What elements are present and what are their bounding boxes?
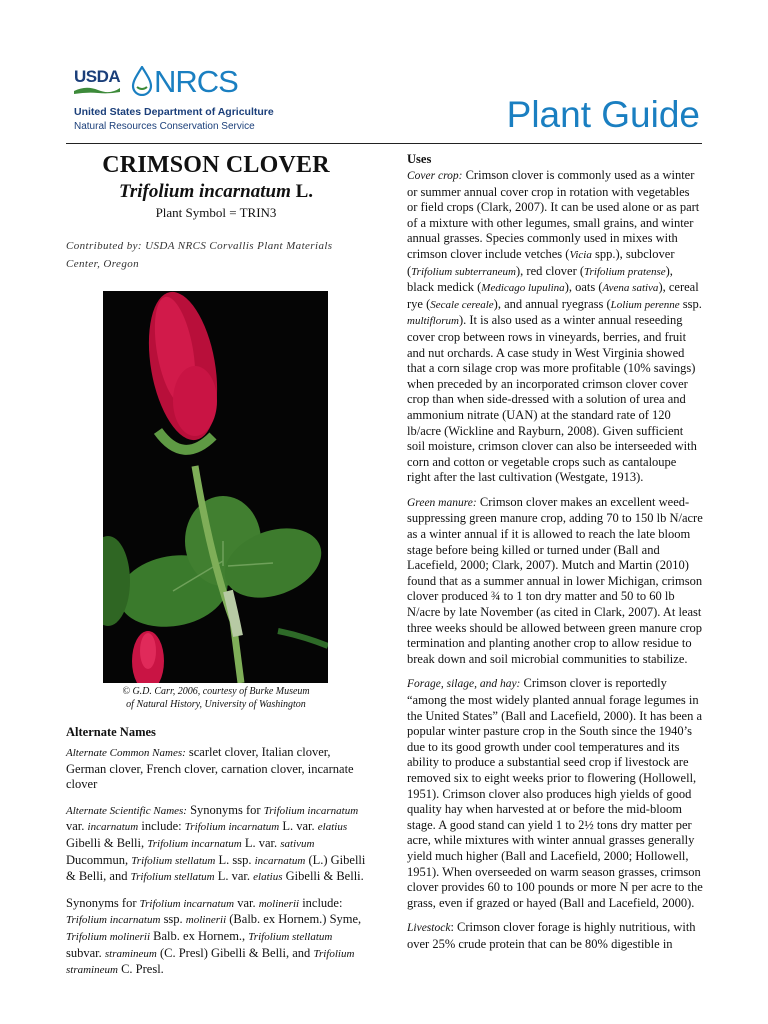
cover-crop-label: Cover crop: — [407, 170, 463, 182]
page-header — [0, 0, 768, 146]
asn-text: (L.) Gibelli & Belli, and — [66, 852, 366, 884]
syn-text: ssp. — [160, 912, 186, 927]
species-name: multiflorum — [407, 315, 459, 328]
livestock-label: Livestock — [407, 922, 451, 935]
species-name: incarnatum — [254, 854, 306, 867]
species-name: Trifolium incarnatum — [139, 897, 235, 910]
water-drop-icon — [131, 66, 153, 96]
acn-text: scarlet clover, Italian clover, German clover, French clover, carnation clover, incarnate clover — [66, 745, 354, 792]
syn-text: include: — [299, 895, 343, 910]
header-divider — [66, 143, 702, 144]
species-name: Lolium perenne — [610, 298, 680, 311]
syn-text: Synonyms for — [66, 895, 140, 910]
usda-logo: USDA — [74, 67, 121, 86]
cover-crop-paragraph — [407, 168, 703, 486]
species-name: Trifolium stellatum — [248, 930, 333, 943]
species-name: elatius — [253, 871, 283, 884]
asn-text: L. var. — [279, 819, 318, 834]
alternate-scientific-names — [66, 803, 366, 886]
asn-text: L. ssp. — [215, 852, 255, 867]
alternate-common-names — [66, 745, 366, 793]
green-manure-label: Green manure: — [407, 496, 477, 509]
contributor-text: : USDA NRCS Corvallis Plant Materials Center, Oregon — [66, 240, 333, 270]
left-column — [66, 152, 366, 979]
gm-text: Crimson clover makes an excellent weed-suppressing green manure crop, adding 70 to 150 lb N/acre as a winter annual if it is allowed to reach the late bloom stage before being killed or turned under (Ball and Lacefield, 2000; Clark, 2007). Mutch and Martin (2010) found that as a summer annual in lower Michigan, crimson clover produced ¾ to 1 ton dry matter and 50 to 60 lb N/acre by late November (as cited in Clark, 2007). At least three weeks should be allowed between green manure crop termination and planting another crop to allow residue to break down and soil microbial communities to stabilize. — [407, 494, 703, 666]
agency-subname: Natural Resources Conservation Service — [74, 121, 255, 132]
species-name: stramineum — [104, 947, 157, 960]
caption-line-1: © G.D. Carr, 2006, courtesy of Burke Museum — [122, 686, 310, 697]
photo-caption — [66, 685, 366, 711]
nrcs-logo: NRCS — [154, 64, 238, 99]
ls-text: : Crimson clover forage is highly nutritious, with over 25% crude protein that can be 80% digestible in — [407, 920, 696, 951]
uses-heading: Uses — [407, 152, 432, 166]
contributor-label: Contributed by — [66, 240, 138, 252]
cc-text: spp.), subclover ( — [407, 246, 675, 278]
species-name: Trifolium pratense — [584, 265, 666, 278]
asn-text: Synonyms for — [186, 802, 264, 817]
asn-text: var. — [66, 819, 88, 834]
green-manure-paragraph — [407, 495, 703, 668]
plant-scientific-name — [66, 181, 366, 203]
livestock-paragraph — [407, 920, 703, 952]
syn-text: (Balb. ex Hornem.) Syme, — [226, 912, 362, 927]
species-name: Secale cereale — [430, 298, 494, 311]
syn-text: var. — [234, 895, 259, 910]
cc-text: ), cereal rye ( — [407, 280, 699, 311]
plant-symbol: Plant Symbol = TRIN3 — [155, 205, 277, 220]
cc-text: ), black medick ( — [407, 263, 673, 295]
right-column — [407, 152, 703, 953]
species-name: sativum — [280, 837, 315, 850]
asn-text: Ducommun, — [66, 852, 132, 867]
clover-illustration — [103, 291, 328, 683]
synonyms-molinerii — [66, 896, 366, 979]
species-name: Trifolium incarnatum — [147, 837, 242, 850]
caption-line-2: of Natural History, University of Washington — [126, 699, 306, 710]
species-name: molinerii — [185, 914, 227, 927]
cc-text: ), red clover ( — [516, 263, 585, 278]
document-type-title: Plant Guide — [506, 94, 700, 135]
cc-text: ). It is also used as a winter annual reseeding cover crop between rows in vineyards, berries, and fruit and nut orchards. A case study in West Virginia showed that a corn silage crop was more profitable (10% savings) when preceded by an incorporated crimson clover cover crop than when side-dressed with a solution of urea and ammonium nitrate (UAN) at the standard rate of 120 lb/acre (Wickline and Rayburn, 2008). Given sufficient soil moisture, crimson clover can also be interseeded with corn and cotton or vegetable crops such as cantaloupe right after the last cultivation (Westgate, 1913). — [407, 313, 697, 485]
species-name: Trifolium incarnatum — [66, 914, 161, 927]
syn-text: (C. Presl) Gibelli & Belli, and — [156, 945, 314, 960]
asn-text: L. var. — [214, 869, 254, 884]
plant-common-name: CRIMSON CLOVER — [102, 152, 330, 178]
cc-text: ssp. — [679, 296, 702, 311]
species-name: Avena sativa — [602, 282, 659, 295]
species-name: Trifolium incarnatum — [263, 804, 359, 817]
alternate-names-heading: Alternate Names — [66, 725, 156, 739]
scientific-name-text: Trifolium incarnatum — [118, 181, 291, 202]
agency-name: United States Department of Agriculture — [74, 106, 274, 118]
cc-text: Crimson clover is commonly used as a winter or summer annual cover crop in rotation with vegetables or field crops (Clark, 2007). It can be used alone or as part of a mixture with other legumes, small grains, and winter annual grasses. Species commonly used in mixes with crimson clover include vetches ( — [407, 168, 700, 261]
species-name: Trifolium subterraneum — [411, 265, 516, 278]
species-name: molinerii — [258, 897, 300, 910]
species-name: Vicia — [569, 248, 592, 261]
scientific-name-author: L. — [295, 181, 314, 202]
species-name: Trifolium incarnatum — [184, 821, 280, 834]
species-name: Trifolium stramineum — [66, 947, 355, 977]
asn-text: L. var. — [241, 835, 281, 850]
syn-text: C. Presl. — [117, 962, 164, 977]
contributor-line — [66, 237, 366, 273]
asn-text: include: — [138, 819, 185, 834]
crimson-clover-photo — [103, 291, 328, 683]
asn-label: Alternate Scientific Names: — [66, 804, 187, 817]
species-name: Trifolium molinerii — [66, 930, 151, 943]
fs-text: Crimson clover is reportedly “among the most widely planted annual forage legumes in the United States” (Ball and Lacefield, 2000). It has been a popular winter pasture crop in the South since the 1940’s due to its good growth under cool temperatures and its ability to produce a substantial seed crop if livestock are removed six to eight weeks prior to flowering (Hollowell, 1951). Crimson clover also produces high yields of good quality hay when harvested at or before the mid-bloom stage. A good stand can yield 1 to 2½ tons dry matter per acre, while mixtures with winter annual grasses generally yield much higher (Ball and Lacefield, 2000; Hollowell, 1951). When overseeded on warm season grasses, crimson clover provides 60 to 100 pounds or more N per acre to the grass, even if grazed or hayed (Ball and Lacefield, 2000). — [407, 676, 703, 910]
species-name: Trifolium stellatum — [131, 854, 216, 867]
syn-text: subvar. — [66, 945, 105, 960]
acn-label: Alternate Common Names: — [66, 747, 186, 759]
species-name: Medicago lupulina — [481, 282, 565, 295]
species-name: incarnatum — [87, 821, 139, 834]
species-name: elatius — [317, 821, 348, 834]
species-name: Trifolium stellatum — [130, 871, 215, 884]
forage-label: Forage, silage, and hay: — [407, 678, 521, 691]
asn-text: Gibelli & Belli. — [282, 869, 364, 884]
syn-text: Balb. ex Hornem., — [150, 928, 249, 943]
cc-text: ), oats ( — [564, 280, 603, 295]
forage-paragraph — [407, 676, 703, 911]
cc-text: ), and annual ryegrass ( — [493, 296, 611, 311]
asn-text: Gibelli & Belli, — [66, 835, 148, 850]
